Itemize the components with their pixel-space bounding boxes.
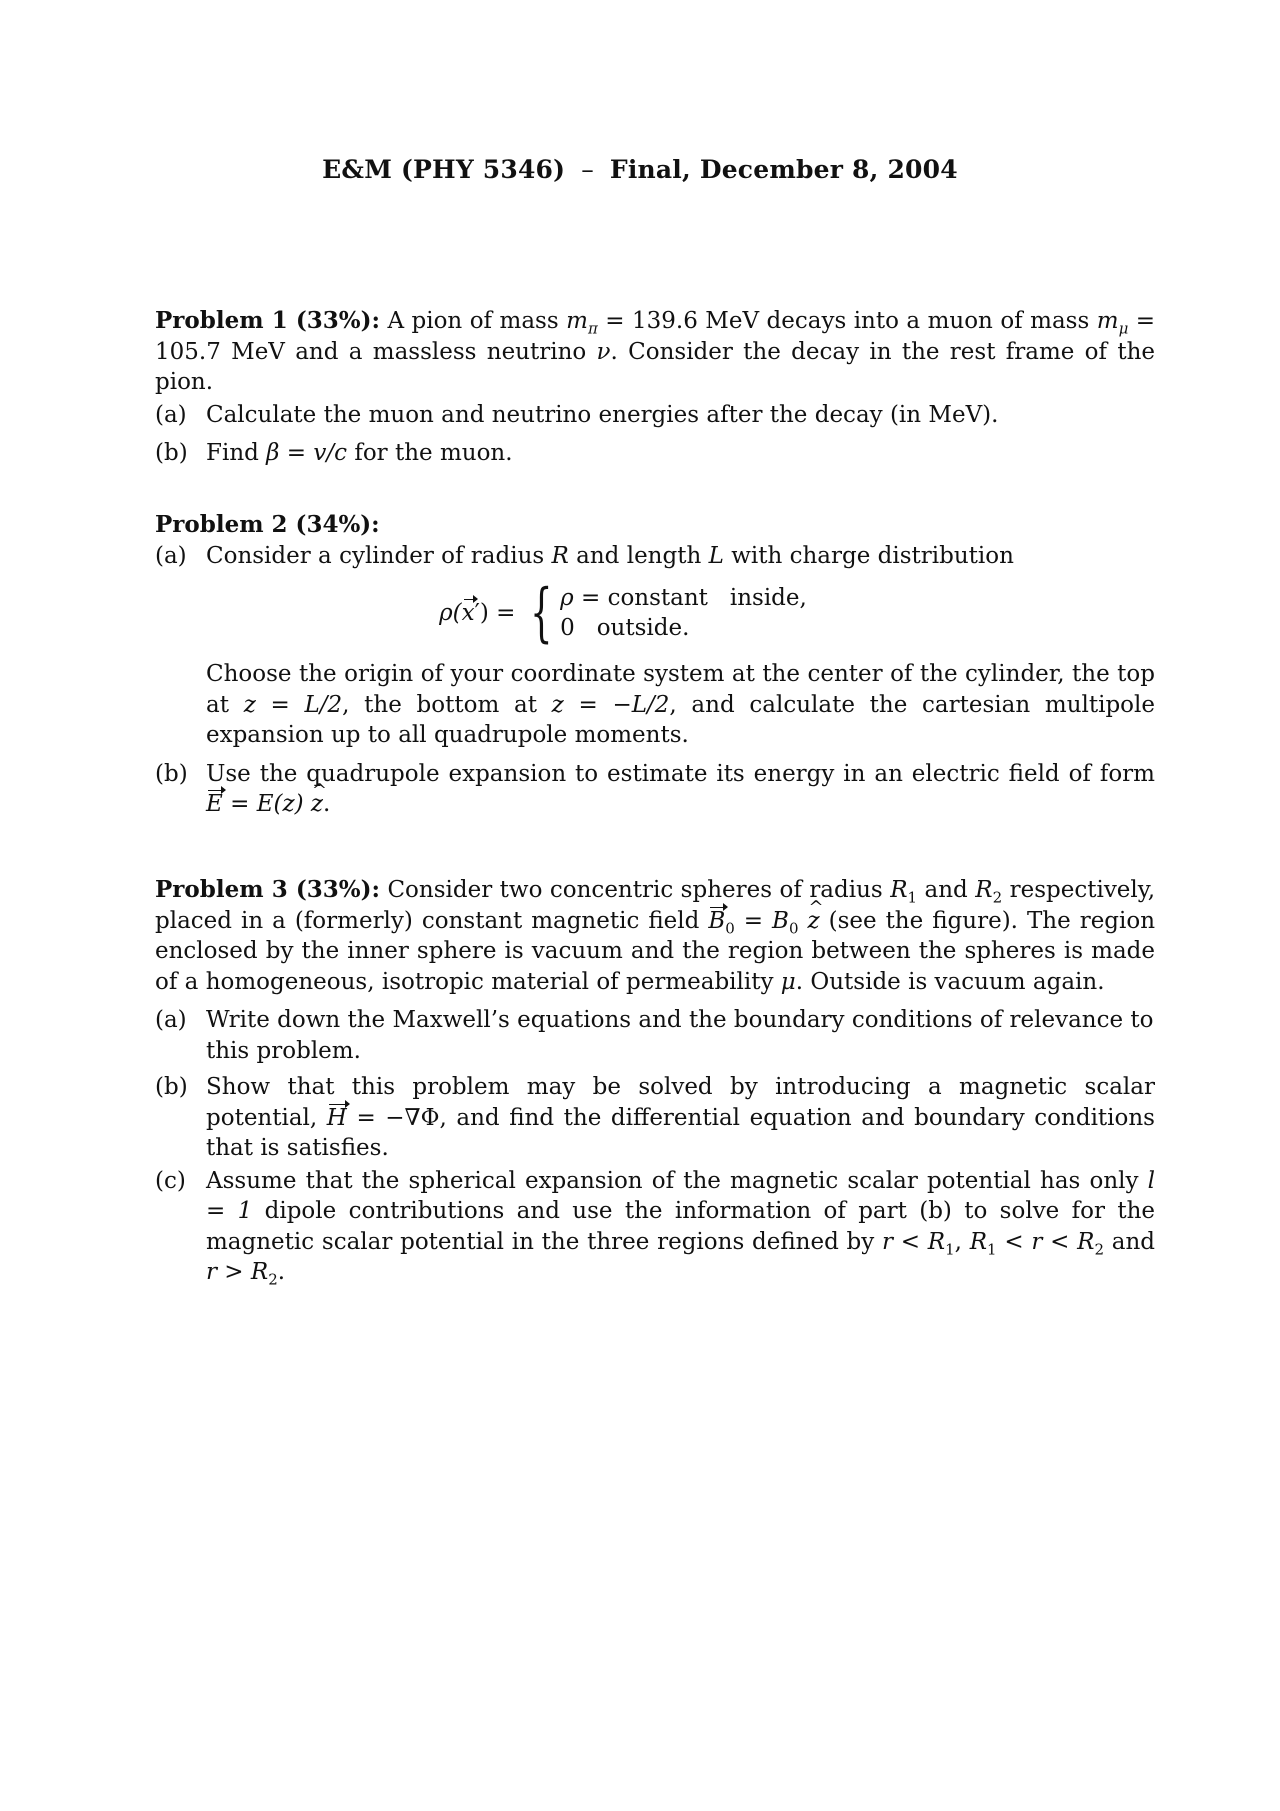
part-text-fragment: and length bbox=[576, 542, 702, 569]
intro-fragment: (see the figure). The region enclosed by the inner sphere is vacuum and the region between the spheres is made of a homogeneous, isotropic material of permeability bbox=[155, 907, 1156, 995]
paragraph-fragment: , and calculate the cartesian multipole expansion up to all quadrupole moments. bbox=[206, 691, 1155, 748]
pion-subscript: π bbox=[587, 319, 598, 338]
part-text-fragment: Consider a cylinder of radius bbox=[206, 542, 545, 569]
part-text-fragment: and bbox=[1111, 1228, 1155, 1255]
problem-1-text: A pion of mass bbox=[387, 308, 559, 334]
problem-3-intro bbox=[155, 875, 1155, 997]
page-title bbox=[0, 155, 1280, 184]
part-text-fragment: . bbox=[322, 791, 331, 817]
muon-mass-value: = 105.7 MeV and a massless neutrino bbox=[155, 308, 1156, 365]
z-bottom: z = −L/2 bbox=[551, 691, 670, 718]
problem-1 bbox=[155, 306, 1155, 469]
problem-3-heading: Problem 3 (33%): bbox=[155, 876, 380, 903]
b0-symbol: B bbox=[772, 907, 789, 934]
problem-3-part-b bbox=[155, 1072, 1155, 1164]
b-field-vector: B bbox=[708, 906, 725, 937]
region-1: r < R bbox=[882, 1228, 946, 1255]
paragraph-fragment: , the bottom at bbox=[342, 691, 537, 718]
problem-1-part-b bbox=[155, 438, 1155, 469]
h-field-vector: H bbox=[327, 1103, 347, 1134]
z-hat: z ^ bbox=[311, 789, 323, 820]
subscript: 2 bbox=[268, 1270, 278, 1289]
part-text bbox=[206, 759, 1155, 820]
z-hat: z ^ bbox=[807, 906, 819, 937]
problem-3 bbox=[155, 875, 1155, 1288]
intro-fragment: and bbox=[924, 877, 968, 903]
part-label: (a) bbox=[155, 401, 187, 428]
left-brace: { bbox=[530, 576, 553, 650]
case-fragment: ρ bbox=[560, 585, 574, 611]
subscript: 2 bbox=[1094, 1240, 1104, 1259]
part-text bbox=[206, 1072, 1155, 1164]
part-text-fragment: = −∇Φ bbox=[356, 1104, 440, 1131]
paragraph-fragment: Choose the origin of your coordinate system at the center of the cylinder, the top at bbox=[206, 661, 1155, 718]
part-text-fragment: with charge distribution bbox=[731, 542, 1014, 569]
part-text bbox=[206, 1166, 1155, 1288]
region-2: < r < R bbox=[1004, 1228, 1095, 1255]
equation-cases bbox=[560, 583, 807, 643]
part-text bbox=[206, 541, 1155, 751]
problem-3-part-c bbox=[155, 1166, 1155, 1288]
case-fragment: 0 outside. bbox=[560, 615, 690, 641]
part-text-fragment: for the muon. bbox=[354, 440, 513, 466]
problem-2-paragraph bbox=[206, 659, 1155, 751]
intro-fragment: = bbox=[743, 907, 764, 934]
pion-mass-value: = 139.6 MeV decays into a muon of mass bbox=[605, 308, 1090, 334]
region-2: R bbox=[969, 1228, 988, 1255]
z-top: z = L/2 bbox=[243, 691, 343, 718]
intro-fragment: Consider two concentric spheres of radius bbox=[387, 877, 883, 903]
radius-symbol: R bbox=[551, 542, 569, 569]
part-text-fragment: Show that this problem may be solved by introducing a magnetic scalar potential, bbox=[206, 1074, 1155, 1131]
length-symbol: L bbox=[708, 542, 724, 569]
part-label: (c) bbox=[155, 1167, 186, 1194]
permeability-symbol: μ bbox=[780, 968, 796, 995]
part-label: (b) bbox=[155, 760, 188, 787]
part-text-fragment: Find bbox=[206, 440, 259, 466]
part-text-fragment: , bbox=[954, 1228, 962, 1255]
part-text-fragment: = E(z) bbox=[230, 791, 304, 817]
equation-lhs-fragment: ρ( bbox=[439, 599, 462, 626]
title-left: E&M (PHY 5346) bbox=[322, 155, 566, 184]
part-text bbox=[206, 438, 1155, 469]
title-dash: – bbox=[581, 155, 594, 184]
r2-symbol: R bbox=[975, 877, 993, 903]
subscript: 1 bbox=[987, 1240, 997, 1259]
intro-fragment: . Outside is vacuum again. bbox=[795, 968, 1105, 995]
muon-subscript: μ bbox=[1118, 319, 1129, 338]
beta-formula: β = v/c bbox=[266, 440, 347, 466]
neutrino-symbol: ν bbox=[596, 338, 611, 365]
part-label: (a) bbox=[155, 1007, 187, 1033]
r1-symbol: R bbox=[890, 877, 908, 903]
pion-mass-symbol: m bbox=[566, 308, 588, 334]
subscript: 1 bbox=[907, 888, 918, 907]
problem-1-part-a bbox=[155, 400, 1155, 431]
subscript: 1 bbox=[945, 1240, 955, 1259]
case-fragment: = constant inside, bbox=[580, 585, 807, 611]
muon-mass-symbol: m bbox=[1096, 308, 1119, 334]
l-equals: l = 1 bbox=[206, 1167, 1155, 1224]
part-text: Write down the Maxwell’s equations and the boundary conditions of relevance to this problem. bbox=[206, 1007, 1154, 1064]
problem-2-part-a bbox=[155, 541, 1155, 751]
part-label: (b) bbox=[155, 440, 188, 466]
problem-2 bbox=[155, 510, 1155, 820]
subscript: 0 bbox=[788, 919, 799, 938]
problem-1-heading: Problem 1 (33%): bbox=[155, 307, 380, 334]
equation-lhs-fragment: x bbox=[462, 598, 475, 629]
part-label: (a) bbox=[155, 542, 187, 569]
intro-fragment: respectively, placed in a (formerly) constant magnetic field bbox=[155, 877, 1156, 934]
part-text-fragment: dipole contributions and use the information of part (b) to solve for the magnetic scalar potential in the three regions defined by bbox=[206, 1198, 1156, 1255]
part-text-fragment: Assume that the spherical expansion of the magnetic scalar potential has only bbox=[206, 1167, 1139, 1194]
problem-2-heading: Problem 2 (34%): bbox=[155, 511, 380, 538]
equation-lhs bbox=[439, 598, 515, 629]
part-text-fragment: , and find the differential equation and boundary conditions that is satisfies. bbox=[206, 1104, 1155, 1161]
equation-lhs-fragment: ′) = bbox=[474, 599, 516, 626]
charge-distribution-equation bbox=[206, 576, 1155, 650]
problem-2-part-b bbox=[155, 759, 1155, 820]
subscript: 2 bbox=[992, 888, 1003, 907]
part-text-fragment: . bbox=[277, 1259, 286, 1285]
e-field-vector: E bbox=[206, 789, 223, 820]
subscript: 0 bbox=[725, 919, 735, 938]
problem-3-part-a bbox=[155, 1005, 1155, 1066]
part-text-fragment: Use the quadrupole expansion to estimate its energy in an electric field of form bbox=[206, 760, 1155, 787]
region-3: r > R bbox=[206, 1259, 269, 1285]
problem-1-intro bbox=[155, 306, 1155, 398]
problem-1-text-end: . Consider the decay in the rest frame of the pion. bbox=[155, 338, 1155, 395]
title-right: Final, December 8, 2004 bbox=[609, 155, 958, 184]
part-text: Calculate the muon and neutrino energies after the decay (in MeV). bbox=[206, 401, 999, 428]
part-label: (b) bbox=[155, 1074, 188, 1100]
